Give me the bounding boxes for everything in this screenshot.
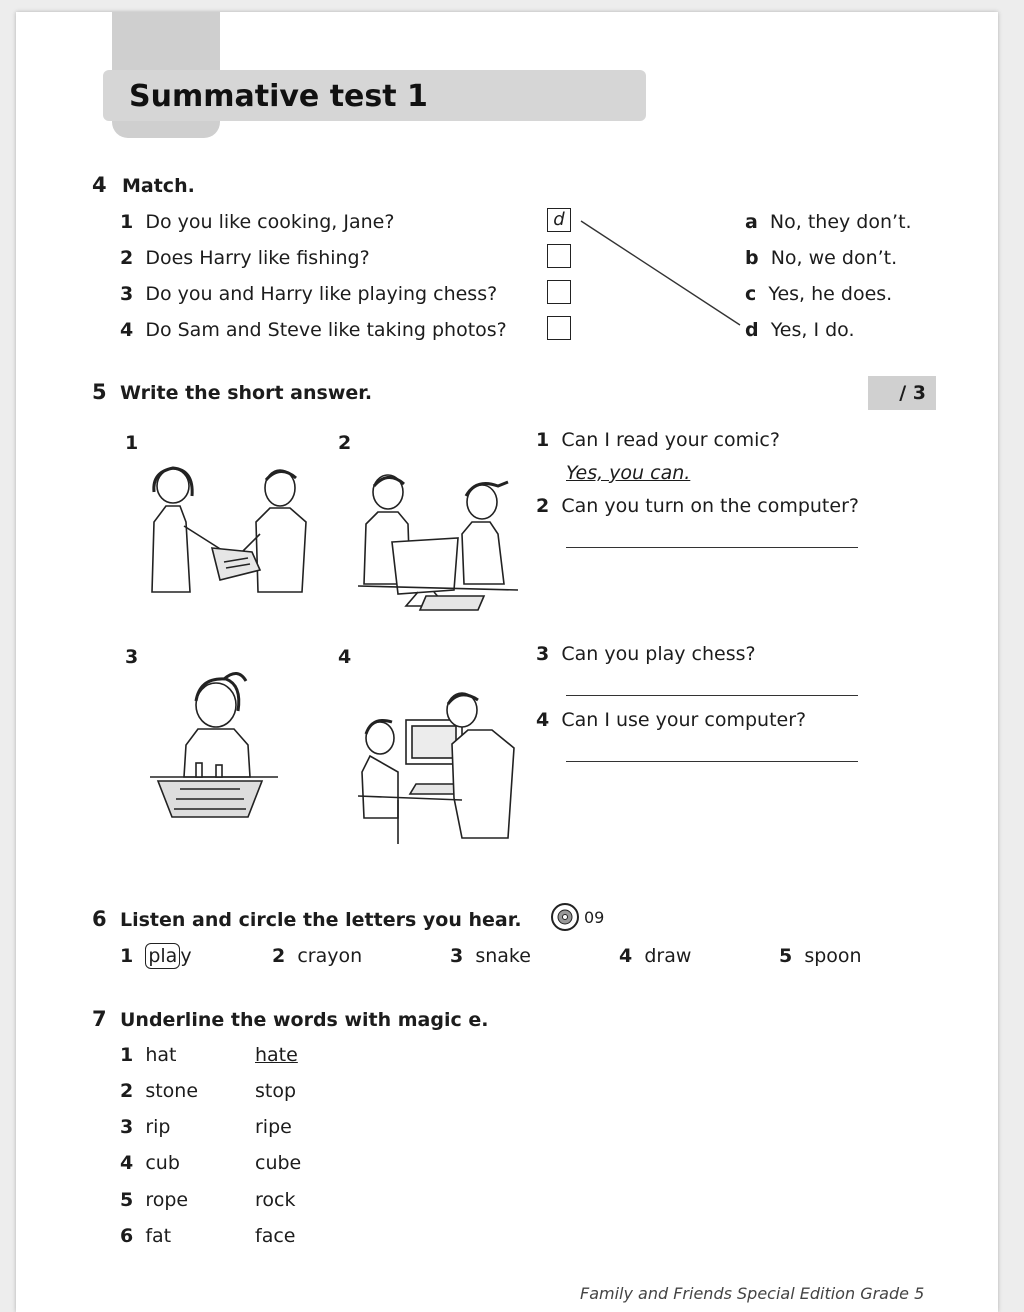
listen-word-1: 1 pla y — [120, 945, 192, 967]
match-box-2[interactable] — [547, 244, 571, 268]
match-question-2: 2 Does Harry like fishing? — [120, 247, 370, 269]
section-5-number: 5 — [92, 380, 107, 404]
magic-e-row-5: 5 rope — [120, 1189, 189, 1211]
page-footer: Family and Friends Special Edition Grade 5 — [580, 1284, 925, 1303]
track-number: 09 — [584, 908, 605, 927]
magic-e-word-6b[interactable]: face — [255, 1225, 296, 1247]
short-answer-question-3: 3 Can you play chess? — [536, 643, 756, 665]
picture-label-2: 2 — [338, 432, 352, 454]
answer-line-4[interactable] — [566, 761, 858, 762]
picture-label-1: 1 — [125, 432, 139, 454]
magic-e-word-5b[interactable]: rock — [255, 1189, 296, 1211]
match-answer-d: d Yes, I do. — [745, 319, 855, 341]
short-answer-question-2: 2 Can you turn on the computer? — [536, 495, 859, 517]
answer-line-2[interactable] — [566, 547, 858, 548]
short-answer-example: Yes, you can. — [566, 462, 691, 484]
shared-computer-illustration — [358, 688, 523, 848]
match-example-line — [575, 215, 745, 330]
match-box-3[interactable] — [547, 280, 571, 304]
audio-cd-icon[interactable] — [550, 902, 580, 932]
magic-e-word-2b[interactable]: stop — [255, 1080, 297, 1102]
magic-e-word-4b[interactable]: cube — [255, 1152, 302, 1174]
listen-word-3: 3 snake — [450, 945, 531, 967]
section-7-title: Underline the words with magic e. — [120, 1009, 489, 1031]
short-answer-question-4: 4 Can I use your computer? — [536, 709, 807, 731]
section-5-title: Write the short answer. — [120, 382, 373, 404]
chess-illustration — [150, 665, 280, 825]
page-title: Summative test 1 — [129, 79, 428, 114]
circled-letters[interactable]: pla — [145, 943, 180, 969]
section-6-title: Listen and circle the letters you hear. — [120, 909, 522, 931]
match-question-4: 4 Do Sam and Steve like taking photos? — [120, 319, 507, 341]
comic-exchange-illustration — [140, 462, 325, 597]
section-7-number: 7 — [92, 1007, 107, 1031]
short-answer-question-1: 1 Can I read your comic? — [536, 429, 780, 451]
magic-e-word-1b[interactable]: hate — [255, 1044, 298, 1066]
magic-e-row-6: 6 fat — [120, 1225, 172, 1247]
magic-e-word-3b[interactable]: ripe — [255, 1116, 292, 1138]
listen-word-4: 4 draw — [619, 945, 692, 967]
match-question-1: 1 Do you like cooking, Jane? — [120, 211, 395, 233]
listen-word-2: 2 crayon — [272, 945, 363, 967]
listen-word-5: 5 spoon — [779, 945, 862, 967]
match-question-3: 3 Do you and Harry like playing chess? — [120, 283, 498, 305]
answer-line-3[interactable] — [566, 695, 858, 696]
match-answer-a: a No, they don’t. — [745, 211, 912, 233]
match-answer-b: b No, we don’t. — [745, 247, 898, 269]
magic-e-row-2: 2 stone — [120, 1080, 199, 1102]
match-answer-c: c Yes, he does. — [745, 283, 893, 305]
magic-e-row-3: 3 rip — [120, 1116, 171, 1138]
match-box-1[interactable]: d — [547, 208, 571, 232]
match-box-4[interactable] — [547, 316, 571, 340]
picture-label-3: 3 — [125, 646, 139, 668]
score-box: / 3 — [868, 376, 936, 410]
magic-e-row-4: 4 cub — [120, 1152, 180, 1174]
section-4-number: 4 — [92, 173, 107, 197]
section-4-title: Match. — [122, 175, 195, 197]
magic-e-row-1: 1 hat — [120, 1044, 177, 1066]
computer-illustration — [358, 468, 523, 618]
section-6-number: 6 — [92, 907, 107, 931]
picture-label-4: 4 — [338, 646, 352, 668]
